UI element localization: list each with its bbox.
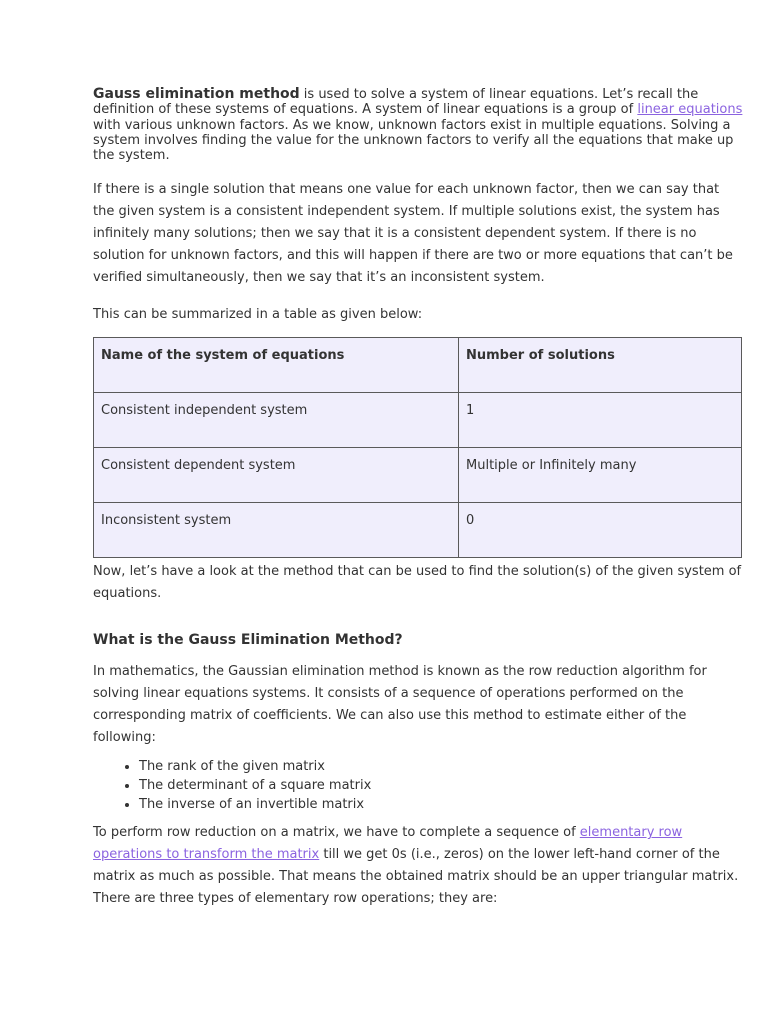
table-cell: Inconsistent system	[94, 503, 459, 558]
row-reduction-text-1: To perform row reduction on a matrix, we have to complete a sequence of	[93, 825, 580, 841]
table-row	[94, 393, 742, 448]
after-table-paragraph: Now, let’s have a look at the method that can be used to find the solution(s) of the given system of equations.	[93, 564, 742, 602]
intro-paragraph	[93, 87, 743, 163]
systems-table	[93, 337, 742, 558]
table-row	[94, 503, 742, 558]
row-reduction-text-2: till we get 0s (i.e., zeros) on the lower left-hand corner of the matrix as much as possible. That means the obtained matrix should be an upper triangular matrix. There are three types of elementary row operations; they are:	[93, 847, 739, 907]
row-reduction-paragraph	[93, 822, 743, 910]
elementary-row-operations-link[interactable]: elementary row operations to transform the matrix	[93, 825, 683, 863]
article-content	[93, 87, 743, 910]
table-cell: Consistent independent system	[94, 393, 459, 448]
intro-text-1: is used to solve a system of linear equations. Let’s recall the definition of these systems of equations. A system of linear equations is a group of	[93, 87, 699, 118]
table-cell: Consistent dependent system	[94, 448, 459, 503]
table-cell: Multiple or Infinitely many	[459, 448, 742, 503]
definition-paragraph: In mathematics, the Gaussian elimination method is known as the row reduction algorithm for solving linear equations systems. It consists of a sequence of operations performed on the corresponding matrix of coefficients. We can also use this method to estimate either of the following:	[93, 664, 707, 746]
linear-equations-link[interactable]: linear equations	[637, 102, 743, 118]
intro-text-2: with various unknown factors. As we know, unknown factors exist in multiple equations. Solving a system involves finding the value for the unknown factors to verify all the equations that make up the system.	[93, 117, 734, 164]
uses-list	[93, 758, 743, 814]
table-header-name: Name of the system of equations	[94, 338, 459, 393]
section-heading: What is the Gauss Elimination Method?	[93, 632, 403, 649]
table-row	[94, 448, 742, 503]
intro-bold-term: Gauss elimination method	[93, 86, 300, 102]
table-cell: 0	[459, 503, 742, 558]
table-header-solutions: Number of solutions	[459, 338, 742, 393]
list-item: • The determinant of a square matrix	[139, 777, 743, 796]
list-item: • The inverse of an invertible matrix	[139, 796, 743, 815]
summary-paragraph: This can be summarized in a table as given below:	[93, 307, 423, 323]
solutions-paragraph: If there is a single solution that means one value for each unknown factor, then we can say that the given system is a consistent independent system. If multiple solutions exist, the system has infinitely many solutions; then we say that it is a consistent dependent system. If there is no solution for unknown factors, and this will happen if there are two or more equations that can’t be verified simultaneously, then we say that it’s an inconsistent system.	[93, 182, 733, 286]
table-cell: 1	[459, 393, 742, 448]
list-item: • The rank of the given matrix	[139, 758, 743, 777]
